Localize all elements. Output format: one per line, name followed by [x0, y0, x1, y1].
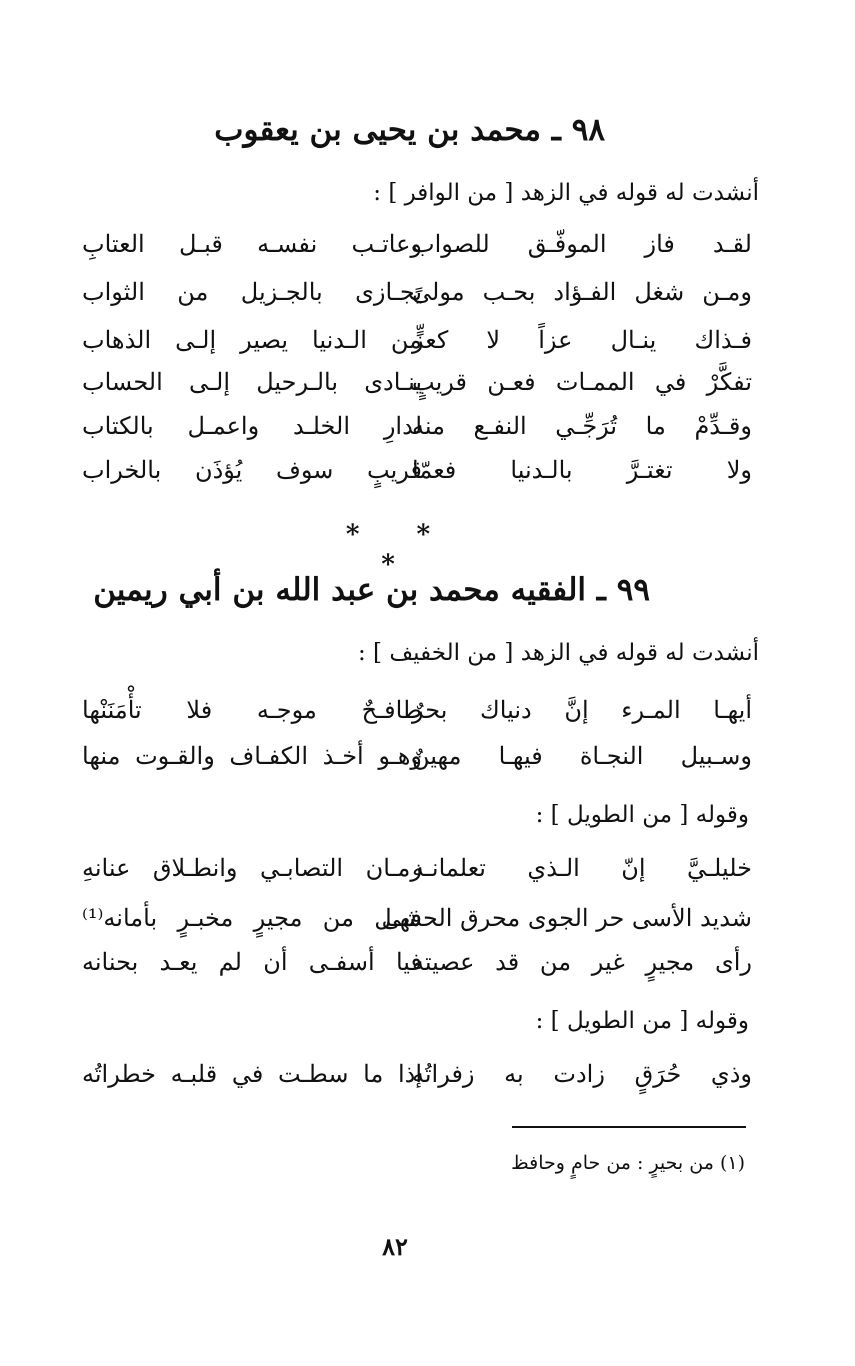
- verse: [60, 318, 760, 362]
- section-intro-98: أنشدت له قوله في الزهد [ من الوافر ] :: [373, 180, 759, 206]
- verse-second-hemistich: طافـحٌ موجـه فلا تأْمَنَنْها: [82, 696, 422, 724]
- verse: [60, 846, 760, 890]
- footnote: (١) من بحيرٍ : من حامٍ وحافظ: [511, 1152, 745, 1174]
- verse-first-hemistich: وسـبيل النجـاة فيهـا مهينٌ: [412, 742, 752, 770]
- section-heading-98: ٩٨ ـ محمد بن يحيى بن يعقوب: [214, 112, 605, 148]
- verse: [60, 448, 760, 492]
- verse-second-hemistich: يجـازى بالجـزيل من الثواب: [82, 278, 422, 306]
- verse-first-hemistich: رأى مجيرٍ غير من قد عصيته: [412, 948, 752, 976]
- verse: [60, 270, 760, 314]
- verse-first-hemistich: وقـدِّمْ ما تُرَجِّـي النفـع منه: [412, 412, 752, 440]
- verse-second-hemistich: وهـو أخـذ الكفـاف والقـوت منها: [82, 742, 422, 770]
- footnote-divider: [512, 1126, 746, 1128]
- verse-first-hemistich: خليلـيَّ إنّ الـذي تعلمانـه: [412, 854, 752, 882]
- verse-second-hemistich: فيا أسفـى أن لم يعـد بحنانه: [82, 948, 422, 976]
- verse-second-hemistich: إذا ما سطـت في قلبـه خطراتُه: [82, 1060, 422, 1088]
- verse-first-hemistich: فـذاك ينـال عزاً لا كعزٍّ: [412, 326, 752, 354]
- section-intro-99: أنشدت له قوله في الزهد [ من الخفيف ] :: [358, 640, 759, 666]
- section-heading-99: ٩٩ ـ الفقيه محمد بن عبد الله بن أبي ريمين: [93, 572, 650, 608]
- verse-first-hemistich: ولا تغتـرَّ بالـدنيا فعمّا: [412, 456, 752, 484]
- verse: [60, 404, 760, 448]
- verse-first-hemistich: ومـن شغل الفـؤاد بحـب مولىً: [412, 278, 752, 306]
- verse: [60, 734, 760, 778]
- verse-second-hemistich: لدارِ الخلـد واعمـل بالكتاب: [82, 412, 422, 440]
- section-separator: * * *: [345, 520, 455, 580]
- verse-second-hemistich: من الـدنيا يصير إلـى الذهاب: [82, 326, 422, 354]
- poem-intro: وقوله [ من الطويل ] :: [535, 1008, 749, 1034]
- verse: [60, 360, 760, 404]
- poem-intro: وقوله [ من الطويل ] :: [535, 802, 749, 828]
- verse-first-hemistich: تفكَّرْ في الممـات فعـن قريبٍ: [412, 368, 752, 396]
- verse: [60, 688, 760, 732]
- verse: [60, 896, 760, 940]
- page-number: ٨٢: [382, 1232, 408, 1261]
- verse-first-hemistich: لقـد فاز الموفّـق للصواب: [412, 230, 752, 258]
- verse-first-hemistich: شديد الأسى حر الجوى محرق الحشى: [381, 904, 752, 932]
- verse-second-hemistich: ينـادى بالـرحيل إلـى الحساب: [82, 368, 422, 396]
- verse: [60, 1052, 760, 1096]
- verse-second-hemistich: فهـل من مجيرٍ مخبـرٍ بأمانه⁽¹⁾: [82, 904, 422, 932]
- verse-second-hemistich: قريبٍ سوف يُؤذَن بالخراب: [82, 456, 422, 484]
- verse: [60, 222, 760, 266]
- verse: [60, 940, 760, 984]
- verse-second-hemistich: زمـان التصابـي وانطـلاق عنانهِ: [82, 854, 422, 882]
- verse-second-hemistich: وعاتـب نفسـه قبـل العتابِ: [82, 230, 422, 258]
- verse-first-hemistich: أيهـا المـرء إنَّ دنياك بحرٌ: [412, 696, 752, 724]
- verse-first-hemistich: وذي حُرَقٍ زادت به زفراتُه: [412, 1060, 752, 1088]
